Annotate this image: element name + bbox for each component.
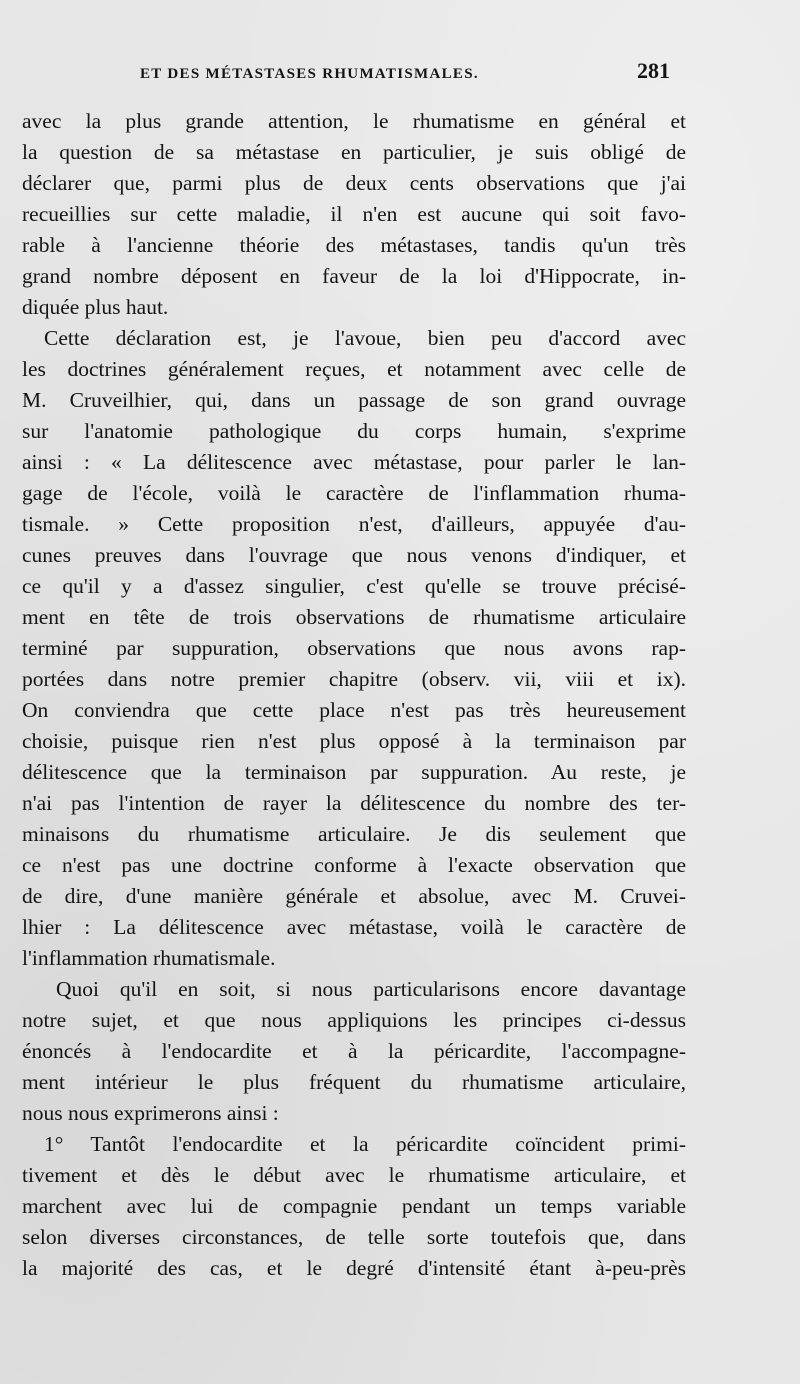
text-line: tismale. » Cette proposition n'est, d'ailleurs, appuyée d'au- bbox=[22, 512, 686, 536]
text-line: portées dans notre premier chapitre (observ. vii, viii et ix). bbox=[22, 667, 686, 691]
text-line: nous nous exprimerons ainsi : bbox=[22, 1101, 279, 1125]
running-head bbox=[140, 58, 670, 84]
text-line: grand nombre déposent en faveur de la loi d'Hippocrate, in- bbox=[22, 264, 686, 288]
text-line: minaisons du rhumatisme articulaire. Je dis seulement que bbox=[22, 822, 686, 846]
text-line: Quoi qu'il en soit, si nous particularisons encore davantage bbox=[56, 977, 686, 1001]
text-line: ment en tête de trois observations de rhumatisme articulaire bbox=[22, 605, 686, 629]
text-line: ainsi : « La délitescence avec métastase, pour parler le lan- bbox=[22, 450, 686, 474]
text-line: rable à l'ancienne théorie des métastases, tandis qu'un très bbox=[22, 233, 686, 257]
text-line: la question de sa métastase en particulier, je suis obligé de bbox=[22, 140, 686, 164]
text-line: de dire, d'une manière générale et absolue, avec M. Cruvei- bbox=[22, 884, 686, 908]
text-line: gage de l'école, voilà le caractère de l'inflammation rhuma- bbox=[22, 481, 686, 505]
text-line: 1° Tantôt l'endocardite et la péricardite coïncident primi- bbox=[44, 1132, 686, 1156]
text-line: ment intérieur le plus fréquent du rhumatisme articulaire, bbox=[22, 1070, 686, 1094]
text-line: ce qu'il y a d'assez singulier, c'est qu'elle se trouve précisé- bbox=[22, 574, 686, 598]
text-line: terminé par suppuration, observations que nous avons rap- bbox=[22, 636, 686, 660]
text-line: énoncés à l'endocardite et à la péricardite, l'accompagne- bbox=[22, 1039, 686, 1063]
body-text bbox=[22, 106, 686, 1284]
text-line: marchent avec lui de compagnie pendant un temps variable bbox=[22, 1194, 686, 1218]
page-number: 281 bbox=[637, 58, 670, 83]
text-line: déclarer que, parmi plus de deux cents observations que j'ai bbox=[22, 171, 686, 195]
text-line: la majorité des cas, et le degré d'intensité étant à-peu-près bbox=[22, 1256, 686, 1280]
text-line: Cette déclaration est, je l'avoue, bien peu d'accord avec bbox=[44, 326, 686, 350]
text-line: sur l'anatomie pathologique du corps humain, s'exprime bbox=[22, 419, 686, 443]
text-line: délitescence que la terminaison par suppuration. Au reste, je bbox=[22, 760, 686, 784]
text-line: diquée plus haut. bbox=[22, 295, 169, 319]
text-line: cunes preuves dans l'ouvrage que nous venons d'indiquer, et bbox=[22, 543, 686, 567]
text-line: On conviendra que cette place n'est pas très heureusement bbox=[22, 698, 686, 722]
text-line: selon diverses circonstances, de telle sorte toutefois que, dans bbox=[22, 1225, 686, 1249]
running-title: ET DES MÉTASTASES RHUMATISMALES. bbox=[140, 66, 479, 82]
text-line: ce n'est pas une doctrine conforme à l'exacte observation que bbox=[22, 853, 686, 877]
text-line: recueillies sur cette maladie, il n'en est aucune qui soit favo- bbox=[22, 202, 686, 226]
text-line: avec la plus grande attention, le rhumatisme en général et bbox=[22, 109, 686, 133]
text-line: n'ai pas l'intention de rayer la délitescence du nombre des ter- bbox=[22, 791, 686, 815]
text-line: tivement et dès le début avec le rhumatisme articulaire, et bbox=[22, 1163, 686, 1187]
text-line: M. Cruveilhier, qui, dans un passage de son grand ouvrage bbox=[22, 388, 686, 412]
text-line: choisie, puisque rien n'est plus opposé à la terminaison par bbox=[22, 729, 686, 753]
text-line: l'inflammation rhumatismale. bbox=[22, 946, 276, 970]
text-line: notre sujet, et que nous appliquions les principes ci-dessus bbox=[22, 1008, 686, 1032]
text-line: les doctrines généralement reçues, et notamment avec celle de bbox=[22, 357, 686, 381]
text-line: lhier : La délitescence avec métastase, voilà le caractère de bbox=[22, 915, 686, 939]
